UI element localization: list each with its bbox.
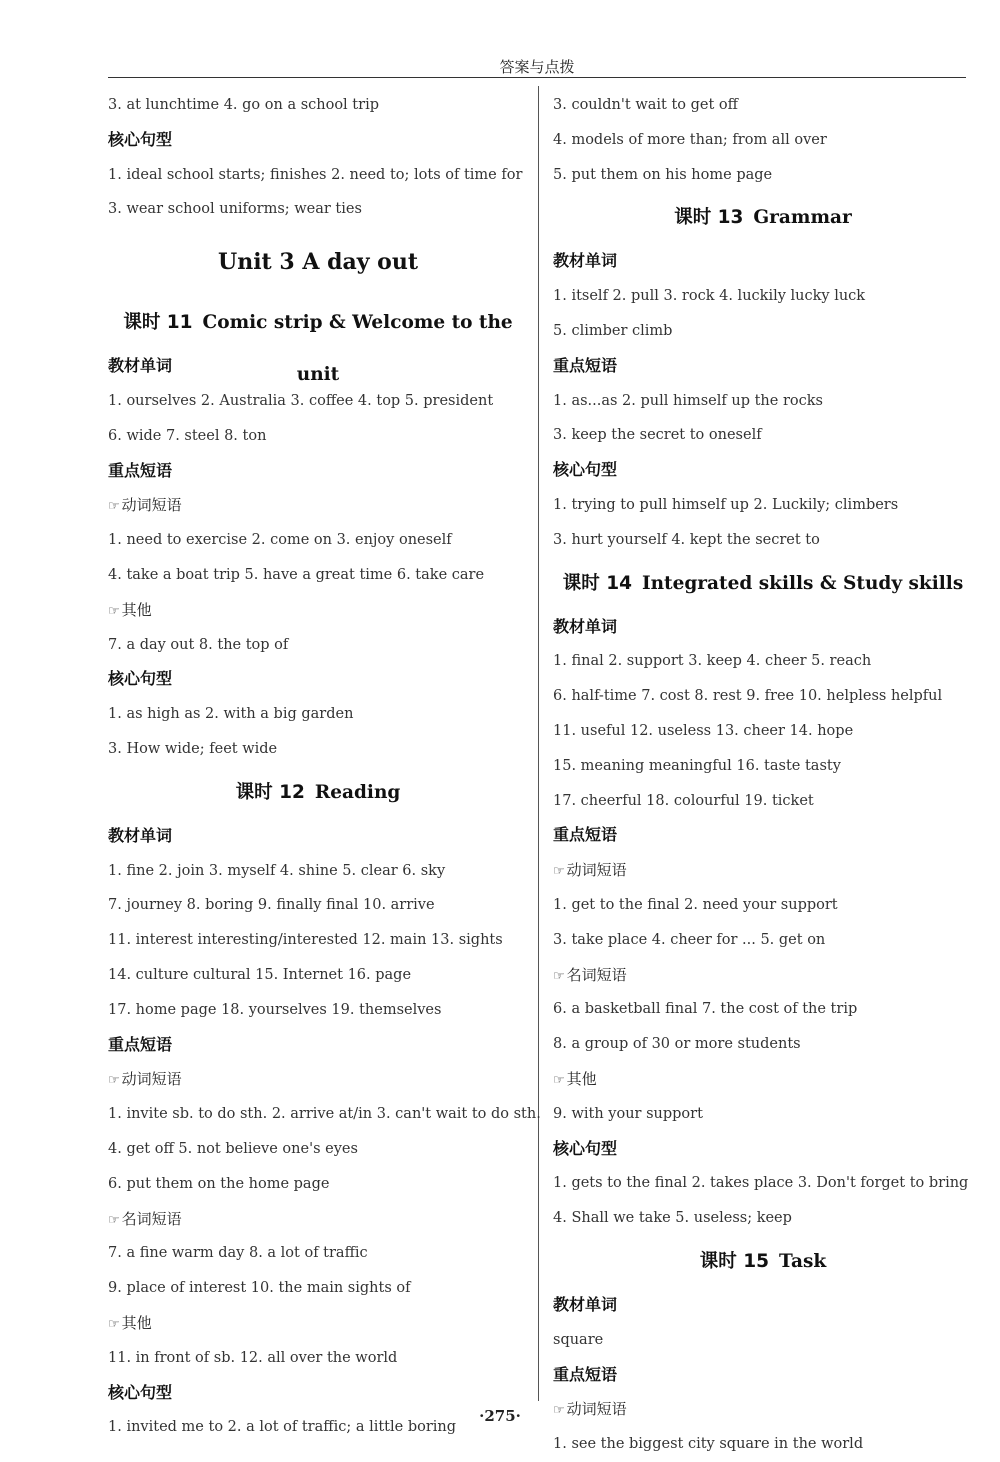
- answer-line: 17. home page 18. yourselves 19. themselves: [108, 1001, 442, 1018]
- section-heading: 核心句型: [553, 1138, 618, 1158]
- phrase-category-label: 名词短语: [121, 1209, 182, 1228]
- answer-line: 8. a group of 30 or more students: [553, 1036, 801, 1053]
- answer-line: 1. ourselves 2. Australia 3. coffee 4. top 5. president: [108, 392, 494, 409]
- answer-line: 1. trying to pull himself up 2. Luckily; climbers: [553, 496, 899, 513]
- answer-line: 1. fine 2. join 3. myself 4. shine 5. clear 6. sky: [108, 862, 446, 879]
- answer-line: 3. keep the secret to oneself: [553, 427, 762, 444]
- answer-line: 7. journey 8. boring 9. finally final 10. arrive: [108, 897, 435, 914]
- phrase-category-label: 名词短语: [566, 965, 627, 984]
- phrase-category-label: 动词短语: [566, 1400, 627, 1419]
- lesson-number: 课时 15: [699, 1250, 769, 1272]
- answer-line: 4. models of more than; from all over: [553, 131, 827, 148]
- lesson-number: 课时 12: [235, 781, 305, 803]
- pointing-hand-icon: ☞: [108, 1316, 120, 1332]
- answer-line: 1. invited me to 2. a lot of traffic; a little boring: [108, 1419, 457, 1436]
- answer-line: 3. wear school uniforms; wear ties: [108, 201, 362, 218]
- answer-line: 5. climber climb: [553, 322, 673, 339]
- section-heading: 重点短语: [108, 1034, 173, 1054]
- phrase-category: [553, 958, 973, 993]
- answer-line: 3. at lunchtime 4. go on a school trip: [108, 97, 379, 113]
- pointing-hand-icon: ☞: [553, 864, 565, 880]
- section-heading: 教材单词: [553, 616, 618, 636]
- header-divider: [108, 77, 966, 78]
- answer-line: 7. a day out 8. the top of: [108, 636, 289, 653]
- unit-title: Unit 3 A day out: [218, 249, 418, 276]
- answer-line: 14. culture cultural 15. Internet 16. page: [108, 966, 412, 983]
- phrase-category-label: 其他: [121, 600, 152, 619]
- answer-line: 9. with your support: [553, 1105, 703, 1122]
- answer-line: 3. couldn't wait to get off: [553, 97, 738, 113]
- column-divider: [538, 86, 539, 1401]
- phrase-category-label: 动词短语: [566, 861, 627, 880]
- page-number: ·275·: [479, 1407, 521, 1425]
- lesson-heading: [553, 192, 973, 244]
- section-heading: 教材单词: [553, 1294, 618, 1314]
- lesson-heading: [108, 767, 528, 819]
- section-heading: 核心句型: [108, 129, 173, 149]
- phrase-category: [108, 1306, 528, 1341]
- phrase-category-label: 动词短语: [121, 496, 182, 515]
- answer-line: 4. take a boat trip 5. have a great time 6. take care: [108, 566, 485, 583]
- answer-line: 11. useful 12. useless 13. cheer 14. hope: [553, 722, 854, 739]
- lesson-title: Grammar: [753, 207, 852, 229]
- phrase-category: [108, 593, 528, 628]
- section-heading: 核心句型: [108, 1382, 173, 1402]
- answer-line: 7. a fine warm day 8. a lot of traffic: [108, 1245, 368, 1262]
- answer-line: 1. as high as 2. with a big garden: [108, 706, 354, 723]
- answer-line: 4. get off 5. not believe one's eyes: [108, 1140, 358, 1157]
- pointing-hand-icon: ☞: [108, 1212, 120, 1228]
- lesson-heading: [553, 1236, 973, 1288]
- answer-line: 1. final 2. support 3. keep 4. cheer 5. reach: [553, 653, 872, 670]
- section-heading: 教材单词: [108, 356, 173, 376]
- lesson-heading: [553, 558, 973, 610]
- answer-line: 1. invite sb. to do sth. 2. arrive at/in 3. can't wait to do sth.: [108, 1106, 541, 1123]
- answer-line: 1. as...as 2. pull himself up the rocks: [553, 392, 823, 409]
- lesson-title: Integrated skills & Study skills: [641, 572, 964, 594]
- answer-line: 1. get to the final 2. need your support: [553, 896, 838, 913]
- section-heading: 重点短语: [553, 825, 618, 845]
- answer-line: 17. cheerful 18. colourful 19. ticket: [553, 792, 814, 809]
- lesson-number: 课时 13: [674, 207, 744, 229]
- answer-line: 6. wide 7. steel 8. ton: [108, 427, 267, 444]
- answer-line: 1. see the biggest city square in the world: [553, 1436, 864, 1453]
- pointing-hand-icon: ☞: [553, 1072, 565, 1088]
- pointing-hand-icon: ☞: [108, 1073, 120, 1089]
- answer-line: 6. half-time 7. cost 8. rest 9. free 10. helpless helpful: [553, 688, 943, 705]
- phrase-category: [108, 1062, 528, 1097]
- left-column: [108, 88, 541, 1445]
- lesson-title: Task: [778, 1250, 827, 1272]
- answer-line: 15. meaning meaningful 16. taste tasty: [553, 757, 841, 774]
- answer-line: 1. need to exercise 2. come on 3. enjoy oneself: [108, 532, 452, 549]
- answer-line: 3. How wide; feet wide: [108, 740, 278, 757]
- answer-line: 6. put them on the home page: [108, 1175, 330, 1192]
- phrase-category-label: 其他: [121, 1313, 152, 1332]
- lesson-number: 课时 11: [123, 312, 193, 334]
- page-header: 答案与点拨: [499, 58, 575, 76]
- answer-line: 1. ideal school starts; finishes 2. need to; lots of time for: [108, 166, 523, 183]
- answer-line: 4. Shall we take 5. useless; keep: [553, 1210, 792, 1227]
- section-heading: 重点短语: [553, 1364, 618, 1384]
- phrase-category: [553, 1062, 973, 1097]
- section-heading: 重点短语: [553, 355, 618, 375]
- pointing-hand-icon: ☞: [553, 968, 565, 984]
- lesson-title: Comic strip & Welcome to the unit: [202, 312, 513, 386]
- lesson-number: 课时 14: [562, 572, 632, 594]
- pointing-hand-icon: ☞: [553, 1403, 565, 1419]
- answer-line: 3. take place 4. cheer for ... 5. get on: [553, 931, 826, 948]
- answer-line: 6. a basketball final 7. the cost of the trip: [553, 1001, 858, 1018]
- phrase-category: [553, 853, 973, 888]
- answer-line: 11. interest interesting/interested 12. main 13. sights: [108, 932, 503, 949]
- right-column: [553, 88, 973, 1462]
- phrase-category-label: 其他: [566, 1069, 597, 1088]
- pointing-hand-icon: ☞: [108, 499, 120, 515]
- section-heading: 重点短语: [108, 460, 173, 480]
- section-heading: 核心句型: [553, 460, 618, 480]
- phrase-category: [108, 488, 528, 523]
- phrase-category: [108, 1202, 528, 1237]
- answer-line: 9. place of interest 10. the main sights of: [108, 1280, 411, 1297]
- answer-line: 11. in front of sb. 12. all over the world: [108, 1349, 398, 1366]
- answer-line: 1. itself 2. pull 3. rock 4. luckily lucky luck: [553, 288, 866, 305]
- answer-line: 3. hurt yourself 4. kept the secret to: [553, 531, 820, 548]
- answer-line: 5. put them on his home page: [553, 166, 773, 183]
- answer-line: square: [553, 1331, 604, 1348]
- pointing-hand-icon: ☞: [108, 603, 120, 619]
- section-heading: 教材单词: [553, 251, 618, 271]
- section-heading: 核心句型: [108, 669, 173, 689]
- section-heading: 教材单词: [108, 825, 173, 845]
- answer-line: 1. gets to the final 2. takes place 3. Don't forget to bring: [553, 1175, 969, 1192]
- phrase-category-label: 动词短语: [121, 1070, 182, 1089]
- lesson-title: Reading: [314, 781, 401, 803]
